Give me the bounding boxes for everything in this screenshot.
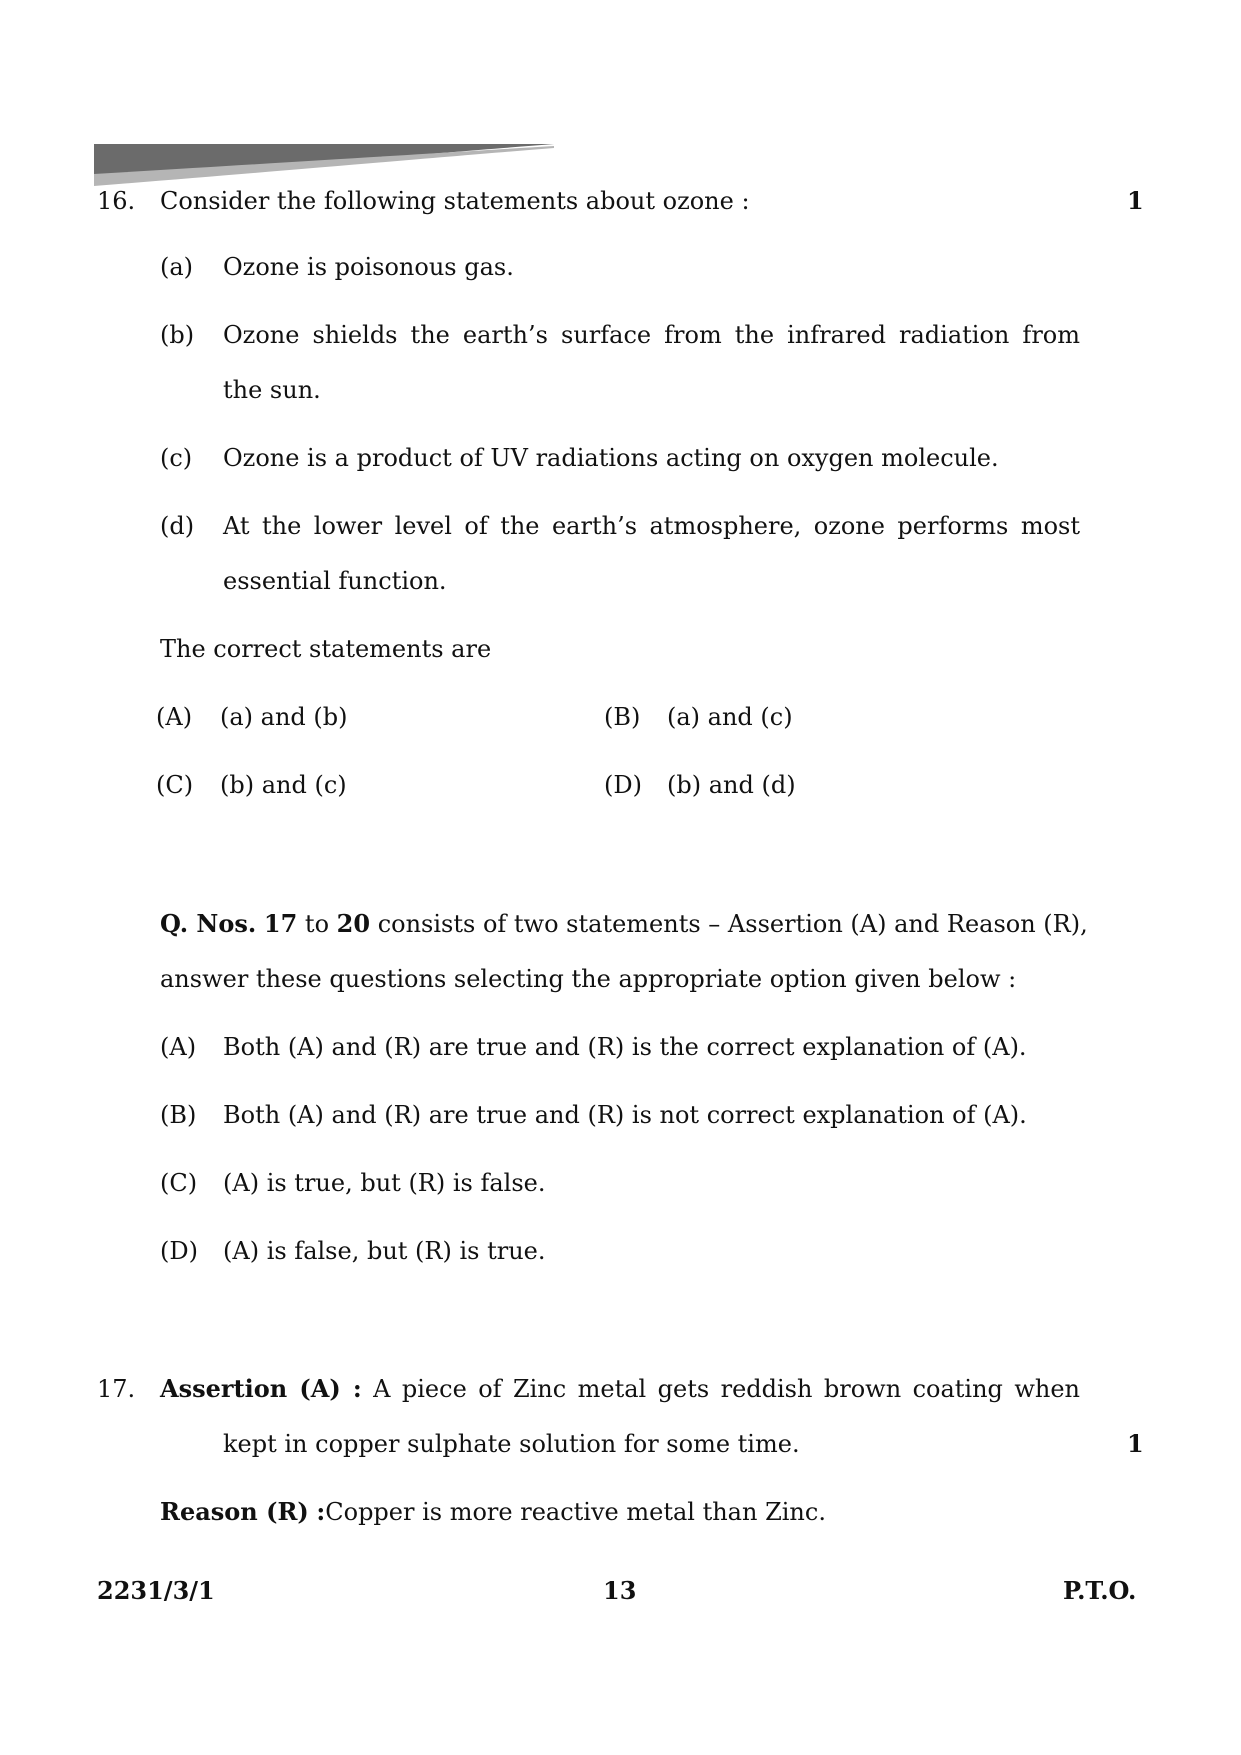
q16-option-b-label: (B) [604, 703, 641, 731]
ar-option-d-text: (A) is false, but (R) is true. [223, 1237, 546, 1265]
q16-option-c-text: (b) and (c) [220, 771, 347, 799]
qnos-to: 20 [336, 909, 371, 938]
q17-reason-label: Reason (R) [160, 1497, 309, 1526]
q16-stem: Consider the following statements about ozone : [160, 187, 750, 215]
q17-number: 17. [97, 1375, 136, 1403]
q16-option-c-label: (C) [156, 771, 194, 799]
q16-statement-b-line1: Ozone shields the earth’s surface from the infrared radiation from [223, 321, 1080, 349]
q17-assertion-label: Assertion (A) : [160, 1374, 362, 1403]
footer-page-number: 13 [603, 1576, 637, 1605]
ar-option-a-text: Both (A) and (R) are true and (R) is the correct explanation of (A). [223, 1033, 1027, 1061]
q16-number: 16. [97, 187, 136, 215]
footer-paper-code: 2231/3/1 [97, 1576, 215, 1605]
q16-option-b-text: (a) and (c) [667, 703, 793, 731]
q17-assertion-line1 [160, 1375, 1080, 1404]
q17-reason-colon: : [316, 1497, 326, 1526]
ar-option-c-label: (C) [160, 1169, 198, 1197]
q16-statement-b-line2: the sun. [223, 376, 321, 404]
q16-statement-d-label: (d) [160, 512, 195, 540]
q17-assertion-line2: kept in copper sulphate solution for some time. [223, 1430, 800, 1458]
qnos-from: 17 [263, 909, 298, 938]
q17-reason-text: Copper is more reactive metal than Zinc. [325, 1498, 826, 1526]
q16-statement-a-text: Ozone is poisonous gas. [223, 253, 514, 281]
q16-marks: 1 [1127, 186, 1144, 215]
ar-instructions-line1-rest: consists of two statements – Assertion (A) and Reason (R), [377, 910, 1088, 938]
header-decorative-bar [94, 144, 554, 186]
q16-option-d-label: (D) [604, 771, 642, 799]
q17-reason-line [160, 1498, 826, 1527]
q16-statement-d-line2: essential function. [223, 567, 447, 595]
q16-prompt: The correct statements are [160, 635, 492, 663]
q17-assertion-text-1: A piece of Zinc metal gets reddish brown coating when [373, 1375, 1080, 1403]
q16-option-a-text: (a) and (b) [220, 703, 348, 731]
q16-statement-b-label: (b) [160, 321, 195, 349]
qnos-label: Q. Nos. [160, 909, 257, 938]
ar-instructions-line1 [160, 910, 1088, 939]
q16-statement-a-label: (a) [160, 253, 194, 281]
ar-option-c-text: (A) is true, but (R) is false. [223, 1169, 546, 1197]
q16-statement-c-label: (c) [160, 444, 193, 472]
q16-option-a-label: (A) [156, 703, 193, 731]
ar-option-d-label: (D) [160, 1237, 198, 1265]
qnos-to-word: to [304, 910, 330, 938]
ar-instructions-line2: answer these questions selecting the appropriate option given below : [160, 965, 1017, 993]
q16-statement-c-text: Ozone is a product of UV radiations acting on oxygen molecule. [223, 444, 999, 472]
ar-option-b-text: Both (A) and (R) are true and (R) is not correct explanation of (A). [223, 1101, 1027, 1129]
ar-option-b-label: (B) [160, 1101, 197, 1129]
ar-option-a-label: (A) [160, 1033, 197, 1061]
q16-option-d-text: (b) and (d) [667, 771, 796, 799]
q16-statement-d-line1: At the lower level of the earth’s atmosphere, ozone performs most [223, 512, 1080, 540]
q17-marks: 1 [1127, 1429, 1144, 1458]
footer-pto: P.T.O. [1063, 1576, 1137, 1605]
